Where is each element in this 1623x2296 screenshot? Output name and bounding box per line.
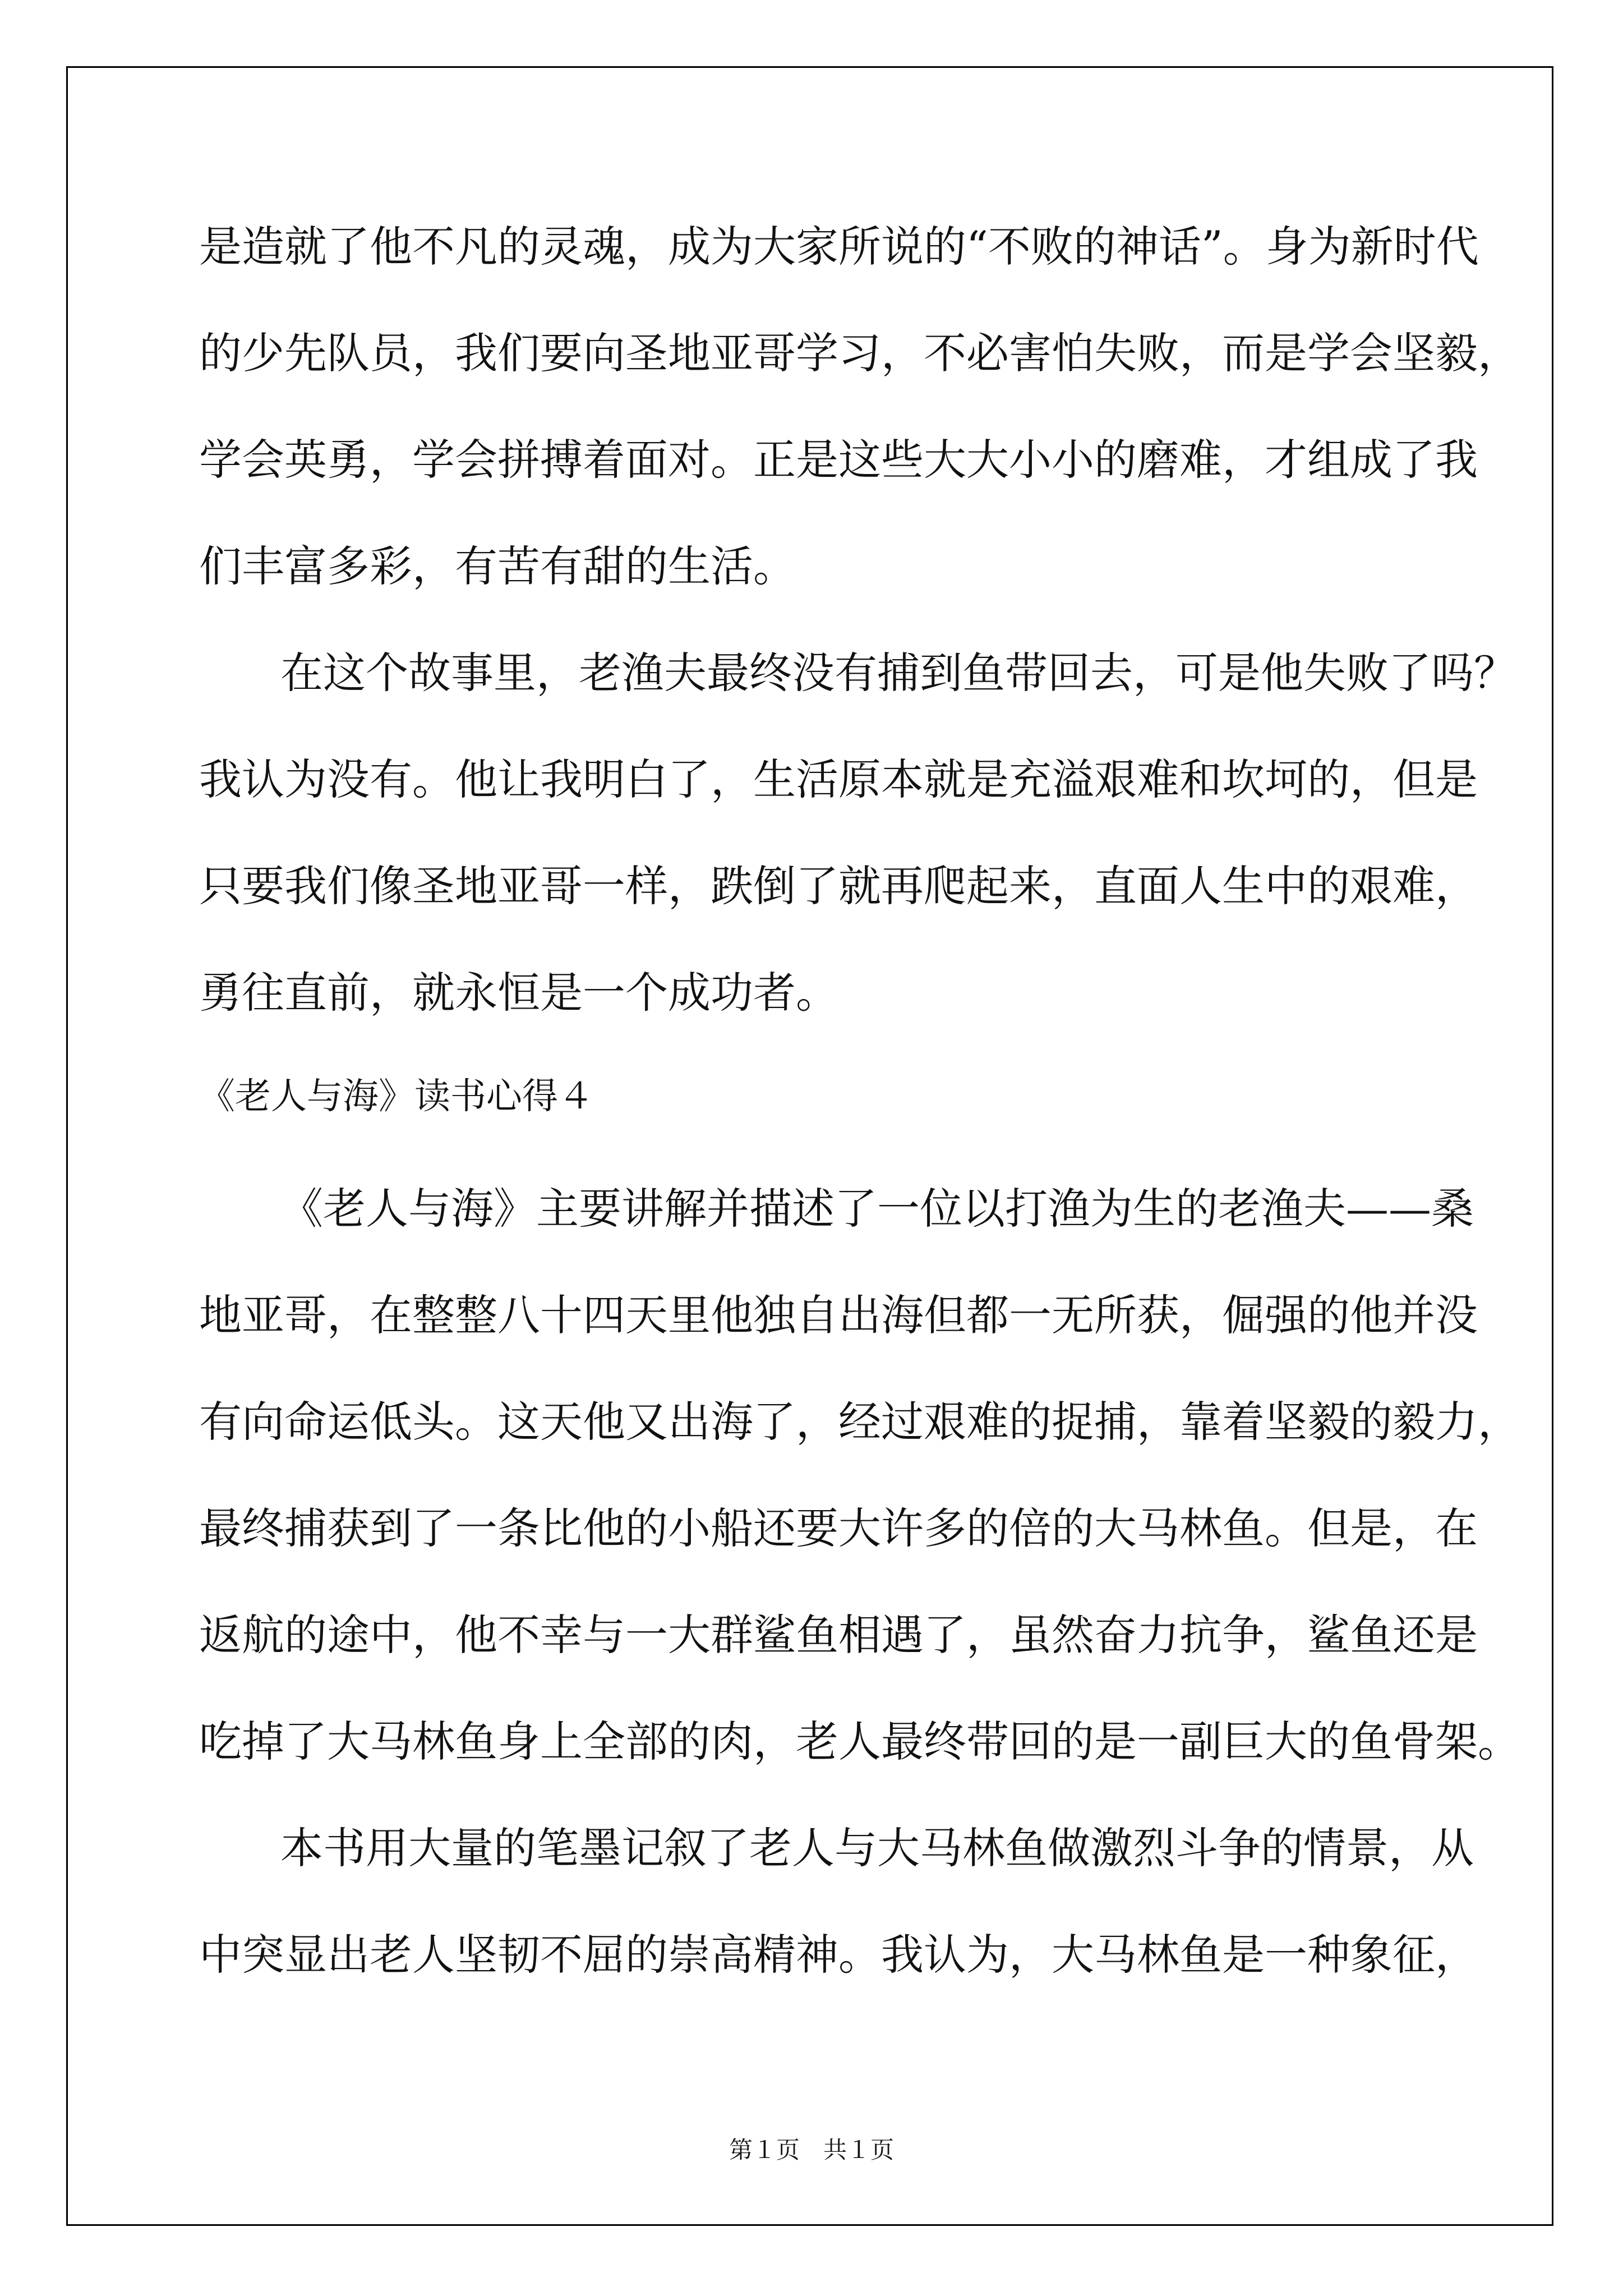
paragraph3-line: 返航的途中，他不幸与一大群鲨鱼相遇了，虽然奋力抗争，鲨鱼还是 — [199, 1610, 1478, 1660]
paragraph3-line: 吃掉了大马林鱼身上全部的肉，老人最终带回的是一副巨大的鱼骨架。 — [199, 1717, 1520, 1766]
paragraph1-line: 学会英勇，学会拼搏着面对。正是这些大大小小的磨难，才组成了我 — [199, 435, 1478, 485]
paragraph3-line: 最终捕获到了一条比他的小船还要大许多的倍的大马林鱼。但是，在 — [199, 1503, 1478, 1553]
paragraph1-line: 们丰富多彩，有苦有甜的生活。 — [199, 541, 796, 591]
paragraph4-line: 中突显出老人坚韧不屈的崇高精神。我认为，大马林鱼是一种象征， — [199, 1930, 1478, 1980]
page-border — [66, 66, 1553, 2226]
paragraph2-line: 只要我们像圣地亚哥一样，跌倒了就再爬起来，直面人生中的艰难， — [199, 861, 1478, 911]
paragraph3-line: 有向命运低头。这天他又出海了，经过艰难的捉捕，靠着坚毅的毅力， — [199, 1397, 1520, 1447]
paragraph1-line: 是造就了他不凡的灵魂，成为大家所说的“不败的神话”。身为新时代 — [199, 222, 1479, 272]
paragraph4-line: 本书用大量的笔墨记叙了老人与大马林鱼做激烈斗争的情景，从 — [280, 1823, 1474, 1873]
paragraph3-line: 《老人与海》主要讲解并描述了一位以打渔为生的老渔夫——桑 — [280, 1184, 1474, 1234]
paragraph3-line: 地亚哥，在整整八十四天里他独自出海但都一无所获，倔强的他并没 — [199, 1290, 1478, 1340]
page-footer: 第１页 共１页 — [728, 2136, 894, 2164]
section-title: 《老人与海》读书心得４ — [199, 1076, 594, 1117]
paragraph1-line: 的少先队员，我们要向圣地亚哥学习，不必害怕失败，而是学会坚毅， — [199, 328, 1520, 378]
paragraph2-line: 在这个故事里，老渔夫最终没有捕到鱼带回去，可是他失败了吗？ — [280, 648, 1516, 698]
paragraph2-line: 勇往直前，就永恒是一个成功者。 — [199, 968, 838, 1018]
paragraph2-line: 我认为没有。他让我明白了，生活原本就是充溢艰难和坎坷的，但是 — [199, 754, 1478, 804]
